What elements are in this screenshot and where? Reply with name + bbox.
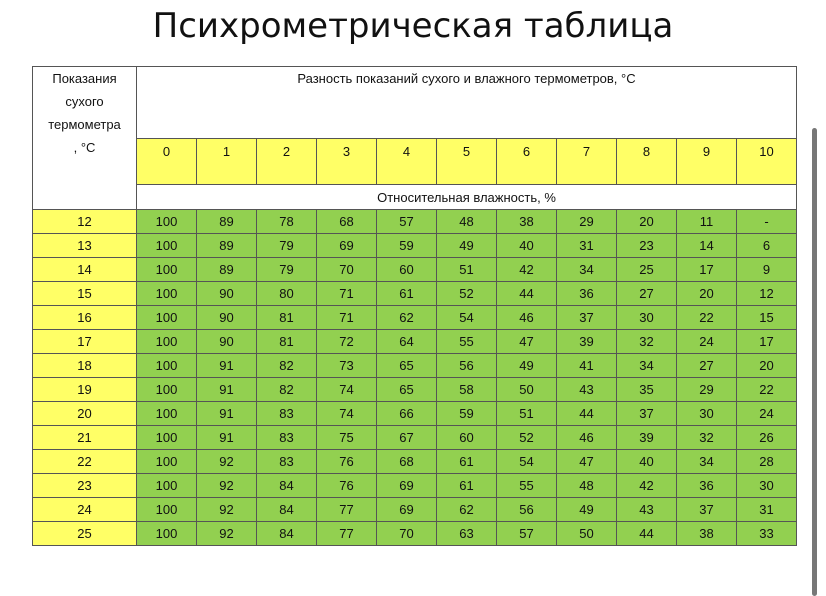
humidity-cell: 100 <box>137 210 197 234</box>
humidity-cell: 71 <box>317 306 377 330</box>
humidity-cell: 27 <box>617 282 677 306</box>
humidity-cell: 91 <box>197 354 257 378</box>
humidity-cell: 44 <box>617 522 677 546</box>
humidity-cell: 32 <box>677 426 737 450</box>
table-row <box>33 402 797 426</box>
humidity-cell: 15 <box>737 306 797 330</box>
humidity-cell: 29 <box>677 378 737 402</box>
table-row <box>33 378 797 402</box>
humidity-cell: 90 <box>197 282 257 306</box>
humidity-cell: 100 <box>137 354 197 378</box>
humidity-cell: 50 <box>557 522 617 546</box>
humidity-cell: 40 <box>497 234 557 258</box>
difference-cell: 3 <box>317 139 377 185</box>
humidity-cell: 71 <box>317 282 377 306</box>
humidity-cell: 92 <box>197 498 257 522</box>
humidity-cell: 68 <box>377 450 437 474</box>
humidity-cell: 91 <box>197 378 257 402</box>
humidity-cell: 37 <box>677 498 737 522</box>
humidity-cell: 49 <box>437 234 497 258</box>
table-row <box>33 426 797 450</box>
humidity-cell: 77 <box>317 522 377 546</box>
corner-header-line: сухого <box>65 94 104 109</box>
humidity-cell: 47 <box>497 330 557 354</box>
dry-temperature-cell: 21 <box>33 426 137 450</box>
humidity-cell: 60 <box>437 426 497 450</box>
humidity-cell: 38 <box>497 210 557 234</box>
humidity-cell: 29 <box>557 210 617 234</box>
humidity-cell: 69 <box>377 474 437 498</box>
dry-temperature-cell: 15 <box>33 282 137 306</box>
humidity-cell: 36 <box>557 282 617 306</box>
table-row <box>33 330 797 354</box>
humidity-cell: - <box>737 210 797 234</box>
humidity-cell: 25 <box>617 258 677 282</box>
humidity-cell: 92 <box>197 450 257 474</box>
humidity-cell: 44 <box>557 402 617 426</box>
table-row <box>33 498 797 522</box>
humidity-cell: 82 <box>257 378 317 402</box>
humidity-cell: 100 <box>137 498 197 522</box>
humidity-cell: 61 <box>437 474 497 498</box>
humidity-cell: 66 <box>377 402 437 426</box>
humidity-cell: 84 <box>257 498 317 522</box>
humidity-cell: 36 <box>677 474 737 498</box>
table-row <box>33 258 797 282</box>
humidity-cell: 91 <box>197 426 257 450</box>
humidity-cell: 47 <box>557 450 617 474</box>
difference-cell: 0 <box>137 139 197 185</box>
difference-cell: 5 <box>437 139 497 185</box>
humidity-cell: 83 <box>257 450 317 474</box>
humidity-cell: 56 <box>437 354 497 378</box>
humidity-cell: 100 <box>137 426 197 450</box>
humidity-cell: 42 <box>497 258 557 282</box>
difference-row <box>33 139 797 185</box>
dry-temperature-cell: 16 <box>33 306 137 330</box>
humidity-cell: 57 <box>497 522 557 546</box>
psychrometric-table <box>32 66 797 546</box>
humidity-cell: 34 <box>617 354 677 378</box>
humidity-cell: 30 <box>677 402 737 426</box>
table-row <box>33 522 797 546</box>
difference-header: Разность показаний сухого и влажного термометров, °C <box>137 67 797 139</box>
humidity-cell: 39 <box>557 330 617 354</box>
humidity-cell: 22 <box>737 378 797 402</box>
humidity-cell: 20 <box>677 282 737 306</box>
dry-temperature-cell: 25 <box>33 522 137 546</box>
humidity-cell: 12 <box>737 282 797 306</box>
difference-cell: 6 <box>497 139 557 185</box>
humidity-header: Относительная влажность, % <box>137 185 797 210</box>
difference-cell: 1 <box>197 139 257 185</box>
humidity-cell: 72 <box>317 330 377 354</box>
dry-temperature-cell: 13 <box>33 234 137 258</box>
humidity-cell: 46 <box>497 306 557 330</box>
dry-temperature-cell: 20 <box>33 402 137 426</box>
humidity-cell: 43 <box>557 378 617 402</box>
humidity-cell: 49 <box>497 354 557 378</box>
humidity-cell: 23 <box>617 234 677 258</box>
humidity-cell: 9 <box>737 258 797 282</box>
humidity-cell: 76 <box>317 474 377 498</box>
difference-cell: 2 <box>257 139 317 185</box>
humidity-cell: 79 <box>257 258 317 282</box>
humidity-cell: 100 <box>137 450 197 474</box>
humidity-cell: 92 <box>197 474 257 498</box>
humidity-cell: 38 <box>677 522 737 546</box>
table-row <box>33 306 797 330</box>
corner-header-line: , °C <box>73 140 96 155</box>
humidity-cell: 31 <box>737 498 797 522</box>
humidity-cell: 61 <box>437 450 497 474</box>
humidity-cell: 28 <box>737 450 797 474</box>
humidity-cell: 92 <box>197 522 257 546</box>
dry-temperature-cell: 24 <box>33 498 137 522</box>
humidity-cell: 60 <box>377 258 437 282</box>
humidity-cell: 22 <box>677 306 737 330</box>
difference-cell: 9 <box>677 139 737 185</box>
dry-thermometer-header <box>33 67 137 210</box>
corner-header-line: Показания <box>52 71 117 86</box>
humidity-cell: 56 <box>497 498 557 522</box>
humidity-cell: 24 <box>737 402 797 426</box>
humidity-cell: 52 <box>437 282 497 306</box>
humidity-cell: 84 <box>257 474 317 498</box>
humidity-cell: 79 <box>257 234 317 258</box>
humidity-cell: 100 <box>137 282 197 306</box>
humidity-cell: 77 <box>317 498 377 522</box>
humidity-cell: 37 <box>617 402 677 426</box>
dry-temperature-cell: 14 <box>33 258 137 282</box>
humidity-cell: 20 <box>617 210 677 234</box>
table-row <box>33 354 797 378</box>
humidity-cell: 69 <box>377 498 437 522</box>
humidity-cell: 83 <box>257 402 317 426</box>
humidity-cell: 33 <box>737 522 797 546</box>
humidity-cell: 40 <box>617 450 677 474</box>
humidity-cell: 67 <box>377 426 437 450</box>
humidity-cell: 59 <box>377 234 437 258</box>
dry-temperature-cell: 22 <box>33 450 137 474</box>
humidity-cell: 74 <box>317 402 377 426</box>
corner-header-line: термометра <box>48 117 121 132</box>
humidity-cell: 100 <box>137 402 197 426</box>
humidity-cell: 20 <box>737 354 797 378</box>
humidity-cell: 49 <box>557 498 617 522</box>
humidity-cell: 35 <box>617 378 677 402</box>
humidity-cell: 30 <box>737 474 797 498</box>
humidity-cell: 39 <box>617 426 677 450</box>
humidity-cell: 50 <box>497 378 557 402</box>
humidity-cell: 58 <box>437 378 497 402</box>
humidity-cell: 89 <box>197 258 257 282</box>
humidity-cell: 17 <box>677 258 737 282</box>
humidity-cell: 75 <box>317 426 377 450</box>
humidity-cell: 48 <box>557 474 617 498</box>
difference-cell: 10 <box>737 139 797 185</box>
dry-temperature-cell: 19 <box>33 378 137 402</box>
humidity-cell: 65 <box>377 378 437 402</box>
humidity-cell: 54 <box>497 450 557 474</box>
humidity-cell: 43 <box>617 498 677 522</box>
humidity-cell: 31 <box>557 234 617 258</box>
humidity-cell: 59 <box>437 402 497 426</box>
humidity-cell: 52 <box>497 426 557 450</box>
difference-cell: 4 <box>377 139 437 185</box>
humidity-cell: 24 <box>677 330 737 354</box>
humidity-cell: 69 <box>317 234 377 258</box>
scrollbar[interactable] <box>812 128 817 596</box>
dry-temperature-cell: 23 <box>33 474 137 498</box>
humidity-cell: 70 <box>317 258 377 282</box>
humidity-cell: 100 <box>137 378 197 402</box>
humidity-cell: 90 <box>197 330 257 354</box>
humidity-cell: 44 <box>497 282 557 306</box>
humidity-cell: 78 <box>257 210 317 234</box>
humidity-cell: 100 <box>137 258 197 282</box>
table-row <box>33 450 797 474</box>
humidity-cell: 100 <box>137 330 197 354</box>
humidity-cell: 27 <box>677 354 737 378</box>
humidity-cell: 54 <box>437 306 497 330</box>
humidity-cell: 76 <box>317 450 377 474</box>
humidity-cell: 46 <box>557 426 617 450</box>
dry-temperature-cell: 12 <box>33 210 137 234</box>
humidity-cell: 6 <box>737 234 797 258</box>
humidity-cell: 81 <box>257 306 317 330</box>
humidity-cell: 91 <box>197 402 257 426</box>
humidity-cell: 62 <box>377 306 437 330</box>
humidity-cell: 51 <box>437 258 497 282</box>
humidity-cell: 64 <box>377 330 437 354</box>
humidity-cell: 34 <box>557 258 617 282</box>
humidity-cell: 63 <box>437 522 497 546</box>
humidity-cell: 17 <box>737 330 797 354</box>
difference-cell: 7 <box>557 139 617 185</box>
humidity-cell: 61 <box>377 282 437 306</box>
humidity-cell: 100 <box>137 306 197 330</box>
humidity-cell: 82 <box>257 354 317 378</box>
humidity-cell: 73 <box>317 354 377 378</box>
humidity-cell: 68 <box>317 210 377 234</box>
humidity-cell: 42 <box>617 474 677 498</box>
humidity-cell: 90 <box>197 306 257 330</box>
humidity-cell: 51 <box>497 402 557 426</box>
humidity-cell: 70 <box>377 522 437 546</box>
difference-cell: 8 <box>617 139 677 185</box>
humidity-cell: 14 <box>677 234 737 258</box>
humidity-cell: 48 <box>437 210 497 234</box>
humidity-cell: 100 <box>137 522 197 546</box>
humidity-cell: 84 <box>257 522 317 546</box>
table-row <box>33 474 797 498</box>
humidity-cell: 100 <box>137 234 197 258</box>
humidity-cell: 11 <box>677 210 737 234</box>
humidity-cell: 89 <box>197 210 257 234</box>
humidity-cell: 26 <box>737 426 797 450</box>
humidity-cell: 80 <box>257 282 317 306</box>
humidity-cell: 89 <box>197 234 257 258</box>
humidity-cell: 34 <box>677 450 737 474</box>
table-row <box>33 282 797 306</box>
humidity-cell: 37 <box>557 306 617 330</box>
page-title: Психрометрическая таблица <box>152 6 674 46</box>
dry-temperature-cell: 18 <box>33 354 137 378</box>
humidity-cell: 62 <box>437 498 497 522</box>
humidity-cell: 57 <box>377 210 437 234</box>
humidity-cell: 100 <box>137 474 197 498</box>
humidity-cell: 74 <box>317 378 377 402</box>
humidity-cell: 83 <box>257 426 317 450</box>
humidity-cell: 32 <box>617 330 677 354</box>
humidity-cell: 41 <box>557 354 617 378</box>
humidity-cell: 81 <box>257 330 317 354</box>
humidity-cell: 30 <box>617 306 677 330</box>
table-row <box>33 210 797 234</box>
table-row <box>33 234 797 258</box>
humidity-cell: 65 <box>377 354 437 378</box>
dry-temperature-cell: 17 <box>33 330 137 354</box>
humidity-cell: 55 <box>437 330 497 354</box>
humidity-cell: 55 <box>497 474 557 498</box>
